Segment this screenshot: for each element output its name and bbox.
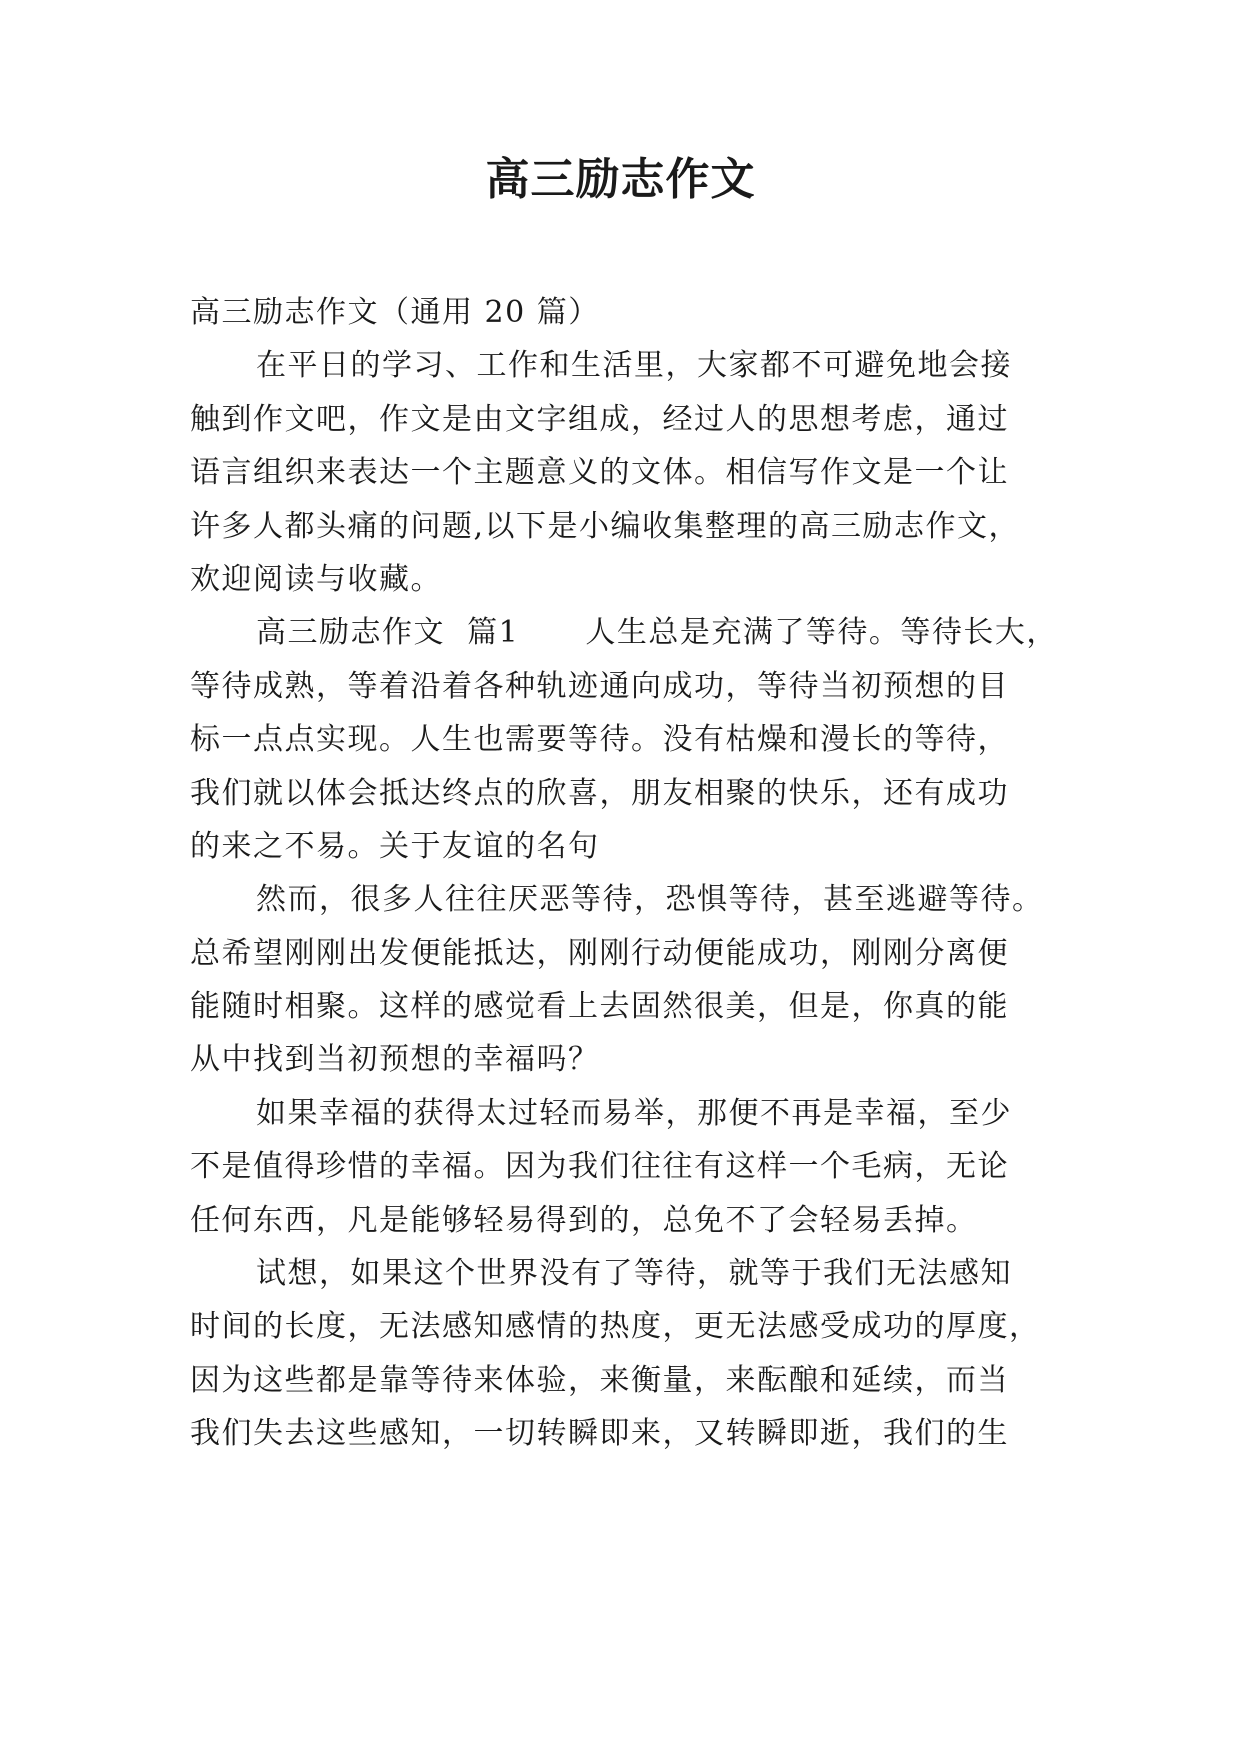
paragraph-line: 欢迎阅读与收藏。 <box>190 561 442 597</box>
paragraph-line: 任何东西，凡是能够轻易得到的，总免不了会轻易丢掉。 <box>190 1202 978 1238</box>
paragraph-line: 语言组织来表达一个主题意义的文体。相信写作文是一个让 <box>190 455 1009 491</box>
paragraph-intro <box>190 339 1052 606</box>
paragraph-line: 试想，如果这个世界没有了等待，就等于我们无法感知 <box>256 1256 1012 1292</box>
paragraph-line: 在平日的学习、工作和生活里，大家都不可避免地会接 <box>256 348 1012 384</box>
paragraph-line: 标一点点实现。人生也需要等待。没有枯燥和漫长的等待， <box>190 722 1009 758</box>
paragraph-line: 总希望刚刚出发便能抵达，刚刚行动便能成功，刚刚分离便 <box>190 935 1009 971</box>
document-subtitle <box>190 286 1052 339</box>
paragraph-essay-1-happiness <box>190 1087 1052 1247</box>
paragraph-line: 我们失去这些感知，一切转瞬即来，又转瞬即逝，我们的生 <box>190 1416 1009 1452</box>
subtitle-line: 高三励志作文（通用 20 篇） <box>190 295 600 330</box>
paragraph-line: 从中找到当初预想的幸福吗？ <box>190 1042 600 1078</box>
paragraph-line: 不是值得珍惜的幸福。因为我们往往有这样一个毛病，无论 <box>190 1149 1009 1185</box>
paragraph-line: 然而，很多人往往厌恶等待，恐惧等待，甚至逃避等待。 <box>256 882 1044 918</box>
paragraph-line: 触到作文吧，作文是由文字组成，经过人的思想考虑，通过 <box>190 401 1009 437</box>
paragraph-line: 高三励志作文 篇1 人生总是充满了等待。等待长大， <box>256 615 1058 651</box>
paragraph-line: 的来之不易。关于友谊的名句 <box>190 828 600 864</box>
paragraph-line: 许多人都头痛的问题,以下是小编收集整理的高三励志作文， <box>190 508 1021 544</box>
document-body <box>190 286 1058 1461</box>
paragraph-essay-1-however <box>190 873 1052 1087</box>
paragraph-essay-1-opening <box>190 606 1058 873</box>
paragraph-line: 我们就以体会抵达终点的欣喜，朋友相聚的快乐，还有成功 <box>190 775 1009 811</box>
paragraph-line: 能随时相聚。这样的感觉看上去固然很美，但是，你真的能 <box>190 989 1009 1025</box>
document-title: 高三励志作文 <box>485 154 756 205</box>
paragraph-line: 如果幸福的获得太过轻而易举，那便不再是幸福，至少 <box>256 1095 1012 1131</box>
paragraph-essay-1-imagine <box>190 1247 1052 1461</box>
paragraph-line: 等待成熟，等着沿着各种轨迹通向成功，等待当初预想的目 <box>190 668 1009 704</box>
paragraph-line: 时间的长度，无法感知感情的热度，更无法感受成功的厚度， <box>190 1309 1041 1345</box>
paragraph-line: 因为这些都是靠等待来体验，来衡量，来酝酿和延续，而当 <box>190 1362 1009 1398</box>
